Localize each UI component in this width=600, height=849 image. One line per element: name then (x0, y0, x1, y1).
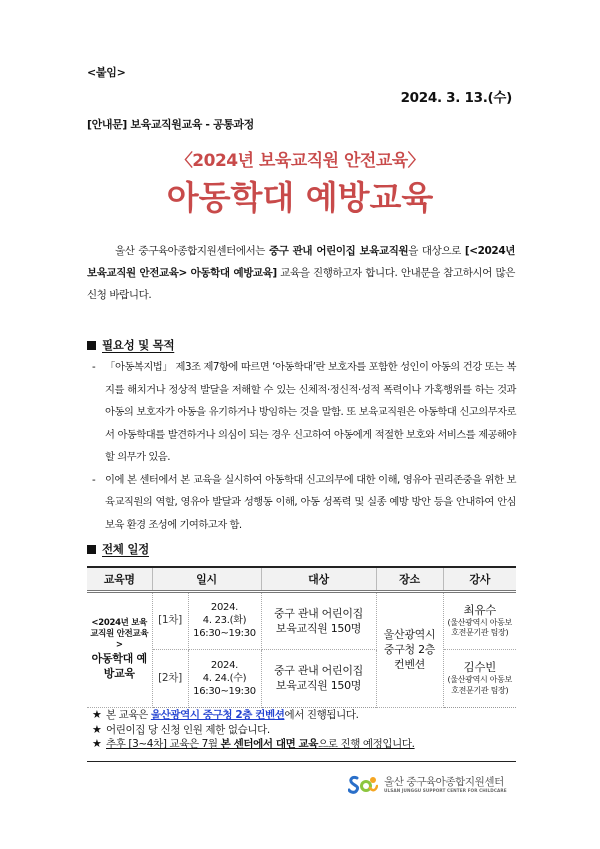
org-logo (348, 774, 507, 796)
location-text: 울산광역시 중구청 2층 컨벤션 (383, 628, 436, 671)
lecturer-name: 최유수 (463, 602, 496, 617)
sc-logo-icon (348, 774, 378, 796)
intro-paragraph (87, 240, 515, 306)
section-heading-purpose (87, 337, 174, 353)
target-cell (261, 591, 376, 649)
target-line: 중구 관내 어린이집 (273, 664, 363, 677)
dash-bullet: - (92, 473, 96, 486)
location-highlight: 울산광역시 중구청 2층 컨벤션 (150, 709, 285, 721)
datetime-cell (188, 649, 261, 707)
star-icon: ★ (92, 737, 102, 750)
footer-divider (87, 761, 516, 762)
intro-bold-program: [<2024년 보육교직원 안전교육> 아동학대 예방교육] (87, 245, 515, 279)
intro-bold-target: 중구 관내 어린이집 보육교직원 (268, 245, 409, 257)
target-cell (261, 649, 376, 707)
org-name-korean: 울산 중구육아종합지원센터 (384, 776, 504, 788)
note-text: 본 교육은 (106, 709, 151, 721)
note-text: 추후 [3~4차] 교육은 7월 (106, 738, 221, 750)
attachment-label: <붙임> (87, 66, 126, 79)
table-row (87, 591, 516, 649)
note-bold-text: 본 센터에서 대면 교육 (220, 738, 319, 750)
intro-text-1: 울산 중구육아종합지원센터에서는 (115, 245, 269, 257)
date-day: 4. 24.(수) (202, 672, 247, 684)
dash-bullet: - (92, 361, 96, 373)
date-time: 16:30~19:30 (193, 628, 256, 639)
header-datetime: 일시 (152, 567, 261, 591)
target-line: 보육교직원 150명 (275, 679, 362, 692)
note-text: 에서 진행됩니다. (284, 709, 359, 721)
note-item (92, 723, 415, 738)
note-item (92, 737, 415, 752)
datetime-cell (188, 591, 261, 649)
location-cell (376, 591, 443, 707)
section-heading-schedule (87, 541, 149, 557)
lecturer-cell (443, 649, 516, 707)
intro-text-2: 을 대상으로 (408, 245, 465, 257)
org-names (384, 776, 507, 794)
bullet-text: 이에 본 센터에서 본 교육을 실시하여 아동학대 신고의무에 대한 이해, 영유아 권리존중을 위한 보육교직원의 역할, 영유아 발달과 성행동 이해, 아동 성폭력 및 실종 예방 방안 등을 안내하여 안심 보육 환경 조성에 기여하고자 함. (105, 473, 516, 531)
round-cell: [1차] (152, 591, 188, 649)
notice-label: [안내문] 보육교직원교육 - 공통과정 (87, 118, 254, 131)
org-name-english: ULSAN JUNGGU SUPPORT CENTER FOR CHILDCARE (384, 788, 507, 793)
section-heading-text: 필요성 및 목적 (102, 338, 175, 352)
note-item (92, 708, 415, 723)
lecturer-name: 김수빈 (463, 660, 496, 674)
star-icon: ★ (92, 708, 102, 721)
date-year: 2024. (210, 659, 239, 671)
header-location: 장소 (376, 567, 443, 591)
bullet-text: 「아동복지법」 제3조 제7항에 따르면 ‘아동학대’란 보호자를 포함한 성인이 아동의 건강 또는 복지를 해치거나 정상적 발달을 저해할 수 있는 신체적·정신적·성적 폭력이나 가혹행위를 하는 것과 아동의 보호자가 아동을 유기하거나 방임하는 것을 말함. 또 보육교직원은 아동학대 신고의무자로서 아동학대를 발견하거나 의심이 되는 경우 신고하여 아동에게 적절한 보호와 서비스를 제공해야 할 의무가 있음. (105, 361, 516, 463)
note-text: 으로 진행 예정입니다. (318, 738, 415, 750)
section-heading-text: 전체 일정 (102, 542, 149, 556)
date-day: 4. 23.(화) (202, 615, 247, 626)
page-title: 아동학대 예방교육 (166, 178, 434, 217)
intro-text-3: 교육을 진행하고자 합니다. 안내문을 참고하시어 많은 신청 바랍니다. (87, 267, 515, 301)
schedule-table (87, 566, 516, 708)
page-subtitle: 〈2024년 보육교직원 안전교육〉 (175, 151, 425, 171)
lecturer-affiliation: (울산광역시 아동보호전문기관 팀장) (447, 617, 512, 637)
table-row (87, 649, 516, 707)
notes-list (92, 708, 415, 752)
target-line: 중구 관내 어린이집 (273, 606, 363, 620)
header-course: 교육명 (87, 567, 152, 591)
lecturer-affiliation: (울산광역시 아동보호전문기관 팀장) (447, 675, 512, 695)
date-time: 16:30~19:30 (193, 685, 256, 697)
star-icon: ★ (92, 722, 102, 736)
list-item (92, 469, 516, 537)
note-text: 어린이집 당 신청 인원 제한 없습니다. (106, 723, 270, 736)
header-lecturer: 강사 (443, 567, 516, 591)
round-cell: [2차] (152, 649, 188, 707)
square-bullet-icon (87, 545, 96, 554)
square-bullet-icon (87, 341, 96, 350)
table-header-row (87, 567, 516, 591)
target-line: 보육교직원 150명 (275, 621, 362, 635)
header-target: 대상 (261, 567, 376, 591)
document-date: 2024. 3. 13.(수) (400, 90, 512, 106)
date-year: 2024. (210, 602, 239, 613)
purpose-bullet-list (92, 356, 516, 536)
course-title: 아동학대 예방교육 (91, 652, 147, 680)
lecturer-cell (443, 591, 516, 649)
list-item (92, 356, 516, 469)
course-subtitle: <2024년 보육교직원 안전교육> (90, 618, 149, 650)
course-name-cell (87, 591, 152, 707)
